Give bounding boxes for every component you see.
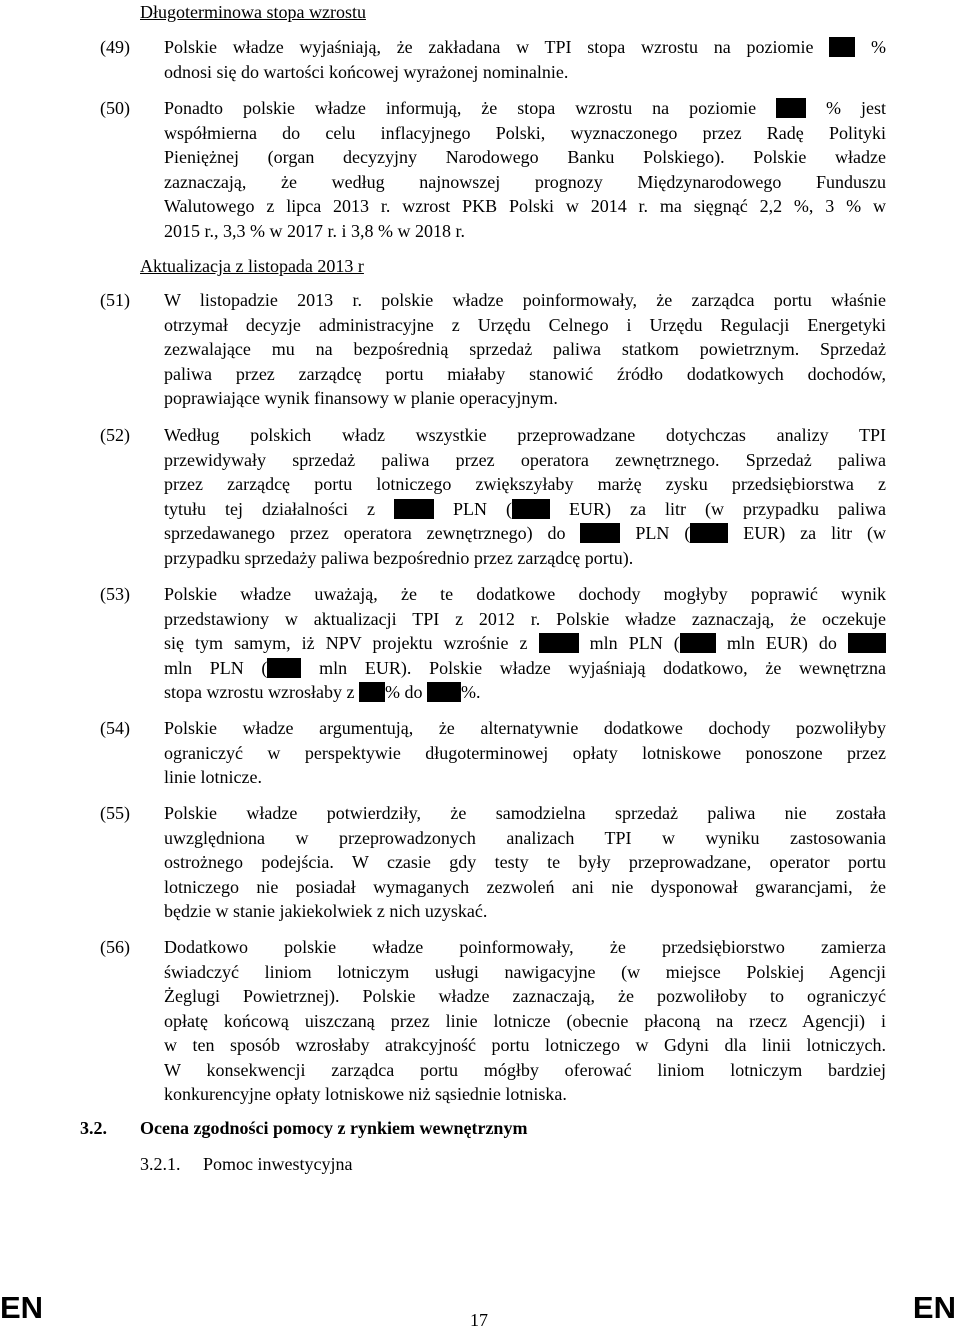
para-number-51: (51) [100,290,130,310]
para-number-52: (52) [100,425,130,445]
footer-lang-left: EN [0,1290,44,1325]
text-line: Pieniężnej (organ decyzyjny Narodowego Banku Polskiego). Polskie władze [164,147,886,167]
footer-lang-right: EN [912,1290,956,1325]
redaction-block [539,633,579,653]
text-line: Polskie władze uważają, że te dodatkowe dochody mogłyby poprawić wynik [164,584,886,604]
text-line: Ponadto polskie władze informują, że stopa wzrostu na poziomie % jest [164,98,886,118]
text-line: się tym samym, iż NPV projektu wzrośnie z mln PLN ( mln EUR) do [164,631,886,656]
text-line: Walutowego z lipca 2013 r. wzrost PKB Polski w 2014 r. ma sięgnąć 2,2 %, 3 % w [164,196,886,216]
text-line: stopa wzrostu wzrosłaby z % do %. [164,682,481,702]
text-line: opłatę końcową uiszczaną przez linie lotnicze (obecnie płaconą na rzecz Agencji) i [164,1010,886,1031]
text-line: ograniczyć w perspektywie długoterminowej opłaty lotniskowe ponoszone przez [164,742,886,763]
text-line: otrzymał decyzje administracyjne z Urzędu Celnego i Urzędu Regulacji Energetyki [164,314,886,335]
paragraph-56 [164,935,886,1107]
text-line: przypadku sprzedaży paliwa bezpośrednio przez zarządcę portu). [164,547,634,568]
text-line: będzie w stanie jakiekolwiek z nich uzyskać. [164,901,488,921]
section-title: Ocena zgodności pomocy z rynkiem wewnętrznym [140,1118,528,1138]
text-line: 2015 r., 3,3 % w 2017 r. i 3,8 % w 2018 r. [164,220,465,241]
text-line: Polskie władze argumentują, że alternatywnie dodatkowe dochody pozwoliłyby [164,718,886,738]
text-line: ostrożnego podejścia. W czasie gdy testy te były przeprowadzane, operator portu [164,852,886,872]
text-line: Żeglugi Powietrznej). Polskie władze zaznaczają, że pozwoliłoby to ograniczyć [164,986,886,1006]
text-line: uwzględniona w przeprowadzonych analizach TPI w wyniku zastosowania [164,827,886,848]
para-number-53: (53) [100,584,130,604]
text-line: zaznaczają, że według najnowszej prognozy Międzynarodowego Funduszu [164,171,886,192]
text-line: sprzedawanego przez operatora zewnętrznego) do PLN ( EUR) za litr (w [164,523,886,543]
paragraph-49 [164,35,886,84]
redaction-block [427,682,461,702]
text-line: współmierna do celu inflacyjnego Polski, wyznaczonego przez Radę Polityki [164,122,886,143]
paragraph-50 [164,96,886,243]
text-line: W konsekwencji zarządca portu mógłby oferować liniom lotniczym bardziej [164,1059,886,1080]
subsection-title: Pomoc inwestycyjna [203,1154,353,1174]
redaction-block [848,633,886,653]
paragraph-55 [164,801,886,924]
paragraph-52 [164,423,886,570]
text-line: W listopadzie 2013 r. polskie władze poinformowały, że zarządca portu właśnie [164,290,886,310]
text-line: w ten sposób wzrosłaby atrakcyjność portu lotniczego w Gdyni dla linii lotniczych. [164,1035,886,1055]
text-line: Polskie władze wyjaśniają, że zakładana w TPI stopa wzrostu na poziomie % [164,37,886,57]
text-line: świadczyć liniom lotniczym usługi nawigacyjne (w miejsce Polskiej Agencji [164,961,886,982]
para-number-49: (49) [100,37,130,57]
redaction-block [776,98,806,118]
redaction-block [267,658,301,678]
text-line: Według polskich władz wszystkie przeprowadzane dotychczas analizy TPI [164,425,886,445]
section-number: 3.2. [80,1118,107,1138]
redaction-block [829,37,855,57]
para-number-56: (56) [100,937,130,957]
para-number-55: (55) [100,803,130,823]
text-line: Polskie władze potwierdziły, że samodzielna sprzedaż paliwa nie została [164,803,886,823]
text-line: tytułu tej działalności z PLN ( EUR) za litr (w przypadku paliwa [164,498,887,519]
text-line: poprawiające wynik finansowy w planie operacyjnym. [164,388,558,408]
para-number-50: (50) [100,98,130,118]
subsection-number: 3.2.1. [140,1154,181,1174]
text-line: odnosi się do wartości końcowej wyrażonej nominalnie. [164,61,569,82]
redaction-block [580,523,620,543]
paragraph-51 [164,288,886,411]
paragraph-54 [164,716,886,790]
redaction-block [512,499,550,519]
heading-long-term-growth: Długoterminowa stopa wzrostu [140,2,366,22]
redaction-block [690,523,728,543]
text-line: przez zarządcę portu lotniczego zwiększyłaby marżę zysku przedsiębiorstwa z [164,474,886,494]
text-line: przedstawiony w aktualizacji TPI z 2012 r. Polskie władze zaznaczają, że oczekuje [164,608,886,629]
text-line: mln PLN ( mln EUR). Polskie władze wyjaśniają dodatkowo, że wewnętrzna [164,657,886,678]
text-line: Dodatkowo polskie władze poinformowały, że przedsiębiorstwo zamierza [164,937,886,957]
redaction-block [680,633,716,653]
page-number: 17 [470,1310,488,1330]
text-line: przewidywały sprzedaż paliwa przez operatora zewnętrznego. Sprzedaż paliwa [164,449,886,470]
text-line: konkurencyjne opłaty lotniskowe niż sąsiednie lotniska. [164,1084,567,1104]
paragraph-53 [164,582,886,705]
text-line: zezwalające mu na bezpośrednią sprzedaż paliwa statkom powietrznym. Sprzedaż [164,339,886,359]
para-number-54: (54) [100,718,130,738]
text-line: linie lotnicze. [164,767,262,787]
redaction-block [359,682,385,702]
text-line: paliwa przez zarządcę portu miałaby stanowić źródło dodatkowych dochodów, [164,363,886,384]
text-line: lotniczego nie posiadał wymaganych zezwoleń ani nie dysponował gwarancjami, że [164,876,886,897]
redaction-block [394,499,434,519]
heading-update-nov: Aktualizacja z listopada 2013 r [140,256,364,276]
